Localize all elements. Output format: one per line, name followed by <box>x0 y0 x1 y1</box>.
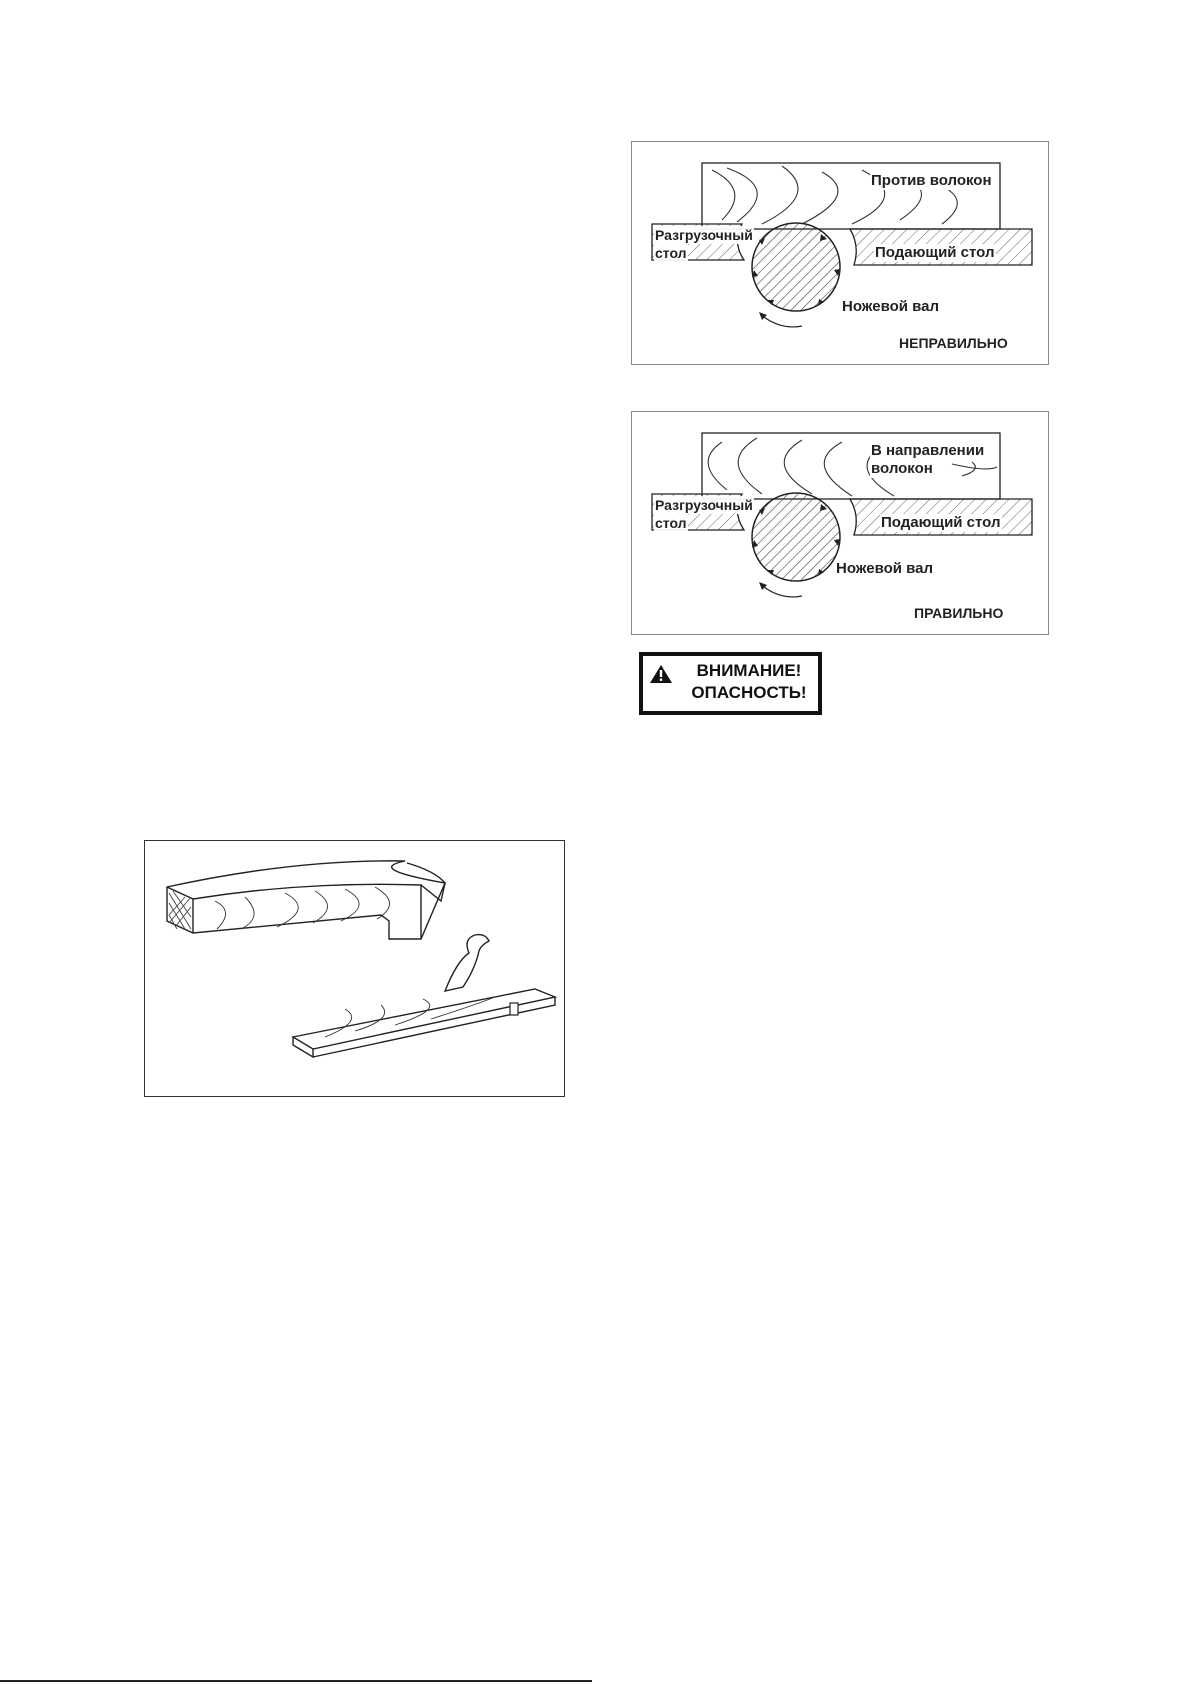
label-cutterhead: Ножевой вал <box>836 560 934 577</box>
figure-against-grain <box>631 141 1049 365</box>
label-against-grain: Против волокон <box>871 172 992 189</box>
label-cutterhead: Ножевой вал <box>842 298 940 315</box>
warped-board-illustration <box>145 841 566 1098</box>
label-outfeed-table: Разгрузочный <box>655 497 753 513</box>
label-outfeed-table: Разгрузочный <box>655 227 753 243</box>
warning-danger-box <box>639 652 822 715</box>
label-infeed-table: Подающий стол <box>875 244 995 261</box>
figure-with-grain <box>631 411 1049 635</box>
label-outfeed-table-line2: стол <box>655 515 687 531</box>
warning-line-danger: ОПАСНОСТЬ! <box>691 683 807 702</box>
label-with-grain-line2: волокон <box>871 460 933 477</box>
label-verdict-right: ПРАВИЛЬНО <box>914 605 1004 621</box>
warning-line-attention: ВНИМАНИЕ! <box>696 661 802 680</box>
warning-text <box>679 660 819 704</box>
label-outfeed-table-line2: стол <box>655 245 687 261</box>
footer-rule <box>0 1680 592 1682</box>
label-verdict-wrong: НЕПРАВИЛЬНО <box>899 335 1008 351</box>
label-with-grain: В направлении <box>871 442 985 459</box>
figure-warped-board-push-block <box>144 840 565 1097</box>
warning-triangle-icon <box>649 664 673 684</box>
label-infeed-table: Подающий стол <box>881 514 1001 531</box>
